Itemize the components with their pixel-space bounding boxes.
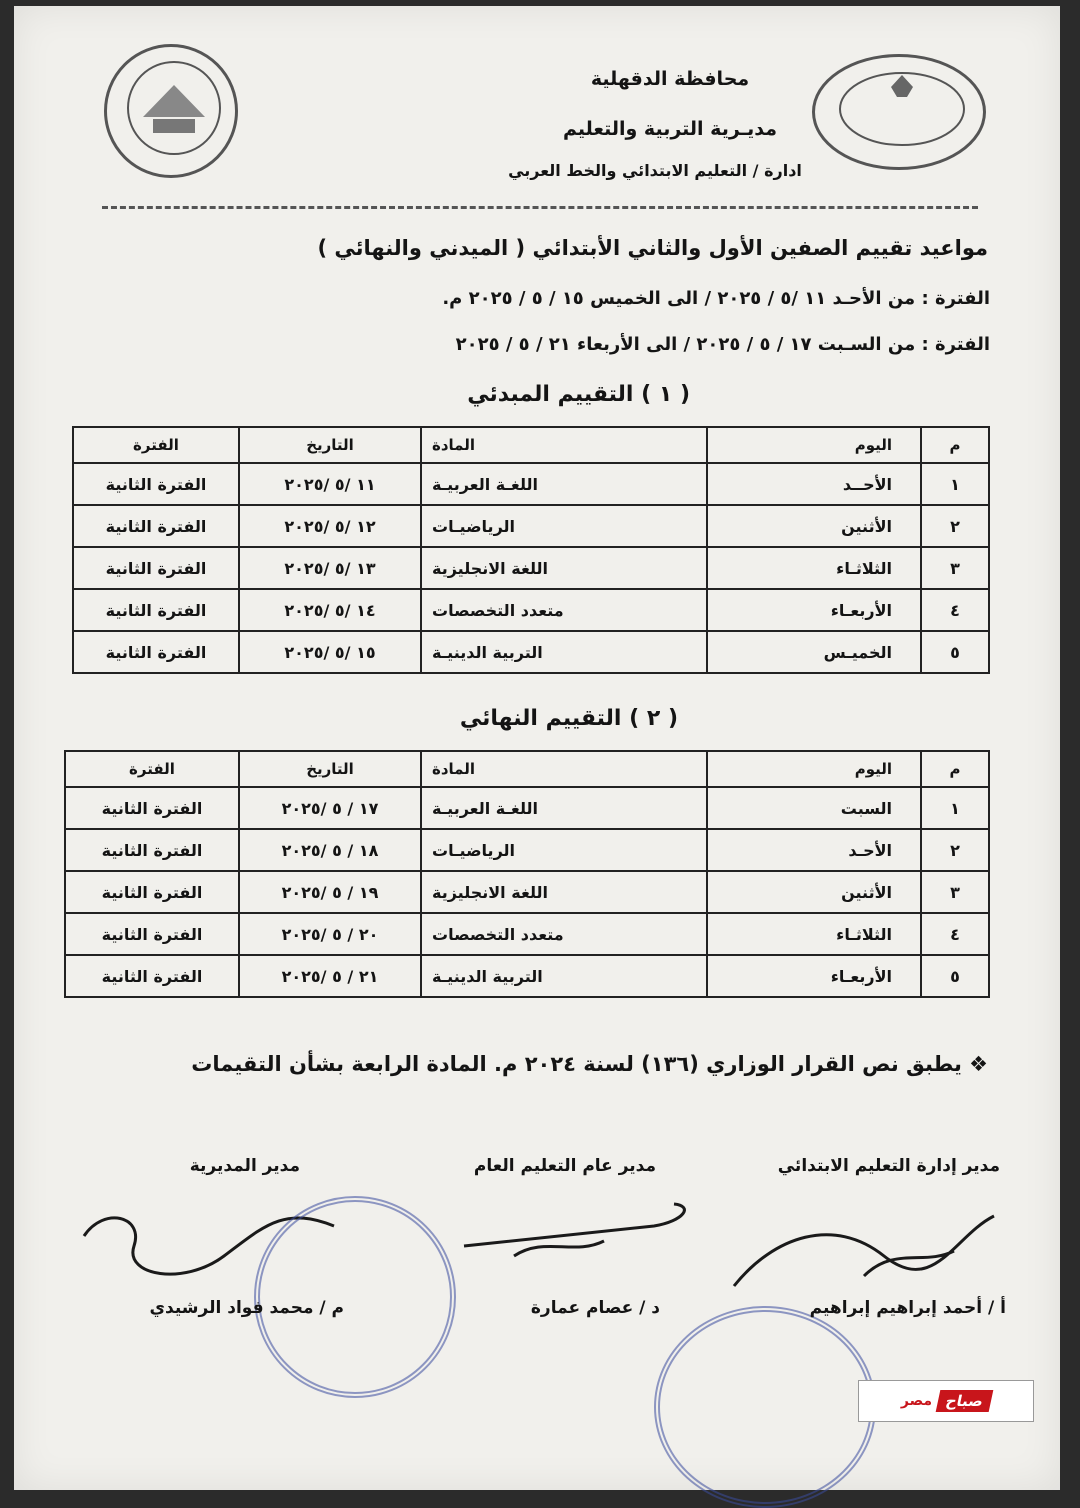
table-row xyxy=(73,463,989,505)
cell-subject: اللغـة العربيـة xyxy=(421,463,707,505)
official-stamp xyxy=(654,1306,876,1508)
governorate-name: محافظة الدقهلية xyxy=(590,68,750,90)
signature-title-primary-manager: مدير إدارة التعليم الابتدائي xyxy=(777,1156,1000,1176)
period-2: الفترة : من السـبت ١٧ / ٥ / ٢٠٢٥ / الى الأربعاء ٢١ / ٥ / ٢٠٢٥ xyxy=(455,334,990,355)
cell-day: الأربعـاء xyxy=(707,589,921,631)
cell-index: ٥ xyxy=(921,955,989,997)
cell-period: الفترة الثانية xyxy=(73,547,239,589)
initial-assessment-table xyxy=(72,426,990,674)
table-header-row xyxy=(73,427,989,463)
cell-period: الفترة الثانية xyxy=(65,955,239,997)
directorate-logo xyxy=(104,44,238,178)
header-subject: المادة xyxy=(421,427,707,463)
cell-day: الثلاثـاء xyxy=(707,547,921,589)
cell-subject: اللغـة العربيـة xyxy=(421,787,707,829)
document-page xyxy=(14,6,1060,1490)
signature-title-general-manager: مدير عام التعليم العام xyxy=(473,1156,656,1176)
cell-date: ١٢ /٥ /٢٠٢٥ xyxy=(239,505,421,547)
cell-date: ٢٠ / ٥ /٢٠٢٥ xyxy=(239,913,421,955)
cell-period: الفترة الثانية xyxy=(73,463,239,505)
section-title-final: ( ٢ ) التقييم النهائي xyxy=(459,706,678,731)
signature-name-primary-manager: أ / أحمد إبراهيم إبراهيم xyxy=(809,1298,1006,1318)
cell-subject: الرياضيـات xyxy=(421,505,707,547)
table-row xyxy=(65,829,989,871)
cell-index: ١ xyxy=(921,787,989,829)
header-divider xyxy=(102,206,978,209)
cell-index: ٤ xyxy=(921,913,989,955)
cell-day: الأثنين xyxy=(707,871,921,913)
official-stamp xyxy=(254,1196,456,1398)
cell-subject: متعدد التخصصات xyxy=(421,589,707,631)
cell-subject: اللغة الانجليزية xyxy=(421,871,707,913)
cell-subject: التربية الدينيـة xyxy=(421,955,707,997)
cell-period: الفترة الثانية xyxy=(65,829,239,871)
table-header-row xyxy=(65,751,989,787)
cell-day: الأربعـاء xyxy=(707,955,921,997)
administration-name: ادارة / التعليم الابتدائي والخط العربي xyxy=(508,161,802,180)
header-index: م xyxy=(921,751,989,787)
header-date: التاريخ xyxy=(239,751,421,787)
final-assessment-table xyxy=(64,750,990,998)
watermark-main: صباح xyxy=(936,1390,994,1412)
ministry-logo xyxy=(812,54,986,170)
signature-name-directorate-manager: م / محمد فواد الرشيدي xyxy=(149,1298,344,1318)
cell-subject: متعدد التخصصات xyxy=(421,913,707,955)
header-period: الفترة xyxy=(73,427,239,463)
header-day: اليوم xyxy=(707,427,921,463)
signature-scribble-1 xyxy=(714,1196,1014,1306)
cell-date: ١٤ /٥ /٢٠٢٥ xyxy=(239,589,421,631)
cell-subject: اللغة الانجليزية xyxy=(421,547,707,589)
cell-day: الأحـد xyxy=(707,829,921,871)
table-row xyxy=(65,787,989,829)
cell-date: ١١ /٥ /٢٠٢٥ xyxy=(239,463,421,505)
signature-name-general-manager: د / عصام عمارة xyxy=(530,1298,660,1318)
cell-index: ١ xyxy=(921,463,989,505)
document-title: مواعيد تقييم الصفين الأول والثاني الأبتدائي ( الميدني والنهائي ) xyxy=(317,236,988,260)
table-row xyxy=(65,871,989,913)
table-row xyxy=(65,913,989,955)
directorate-name: مديـرية التربية والتعليم xyxy=(562,118,778,140)
cell-date: ١٣ /٥ /٢٠٢٥ xyxy=(239,547,421,589)
header-index: م xyxy=(921,427,989,463)
cell-period: الفترة الثانية xyxy=(73,589,239,631)
cell-period: الفترة الثانية xyxy=(65,871,239,913)
table-row xyxy=(73,505,989,547)
cell-date: ١٧ / ٥ /٢٠٢٥ xyxy=(239,787,421,829)
table-row xyxy=(65,955,989,997)
table-row xyxy=(73,589,989,631)
cell-index: ٣ xyxy=(921,871,989,913)
cell-index: ٢ xyxy=(921,505,989,547)
signature-scribble-2 xyxy=(454,1196,704,1276)
signature-title-directorate-manager: مدير المديرية xyxy=(189,1156,300,1176)
cell-period: الفترة الثانية xyxy=(65,787,239,829)
cell-date: ١٥ /٥ /٢٠٢٥ xyxy=(239,631,421,673)
cell-day: السبت xyxy=(707,787,921,829)
cell-period: الفترة الثانية xyxy=(65,913,239,955)
cell-subject: الرياضيـات xyxy=(421,829,707,871)
header-day: اليوم xyxy=(707,751,921,787)
cell-day: الخميـس xyxy=(707,631,921,673)
table-row xyxy=(73,631,989,673)
header-period: الفترة xyxy=(65,751,239,787)
cell-subject: التربية الدينيـة xyxy=(421,631,707,673)
watermark-sub: مصر xyxy=(900,1393,933,1409)
cell-period: الفترة الثانية xyxy=(73,631,239,673)
cell-date: ١٨ / ٥ /٢٠٢٥ xyxy=(239,829,421,871)
section-title-initial: ( ١ ) التقييم المبدئي xyxy=(467,382,690,407)
watermark-logo xyxy=(858,1380,1034,1422)
cell-date: ٢١ / ٥ /٢٠٢٥ xyxy=(239,955,421,997)
table-row xyxy=(73,547,989,589)
cell-index: ٤ xyxy=(921,589,989,631)
cell-index: ٣ xyxy=(921,547,989,589)
cell-date: ١٩ / ٥ /٢٠٢٥ xyxy=(239,871,421,913)
ministerial-decree-note: ❖ يطبق نص القرار الوزاري (١٣٦) لسنة ٢٠٢٤ م. المادة الرابعة بشأن التقيمات xyxy=(191,1052,988,1076)
period-1: الفترة : من الأحـد ١١ /٥ / ٢٠٢٥ / الى الخميس ١٥ / ٥ / ٢٠٢٥ م. xyxy=(442,288,990,309)
header-date: التاريخ xyxy=(239,427,421,463)
cell-day: الأحــد xyxy=(707,463,921,505)
header-subject: المادة xyxy=(421,751,707,787)
cell-day: الثلاثـاء xyxy=(707,913,921,955)
cell-period: الفترة الثانية xyxy=(73,505,239,547)
cell-index: ٢ xyxy=(921,829,989,871)
cell-day: الأثنين xyxy=(707,505,921,547)
cell-index: ٥ xyxy=(921,631,989,673)
